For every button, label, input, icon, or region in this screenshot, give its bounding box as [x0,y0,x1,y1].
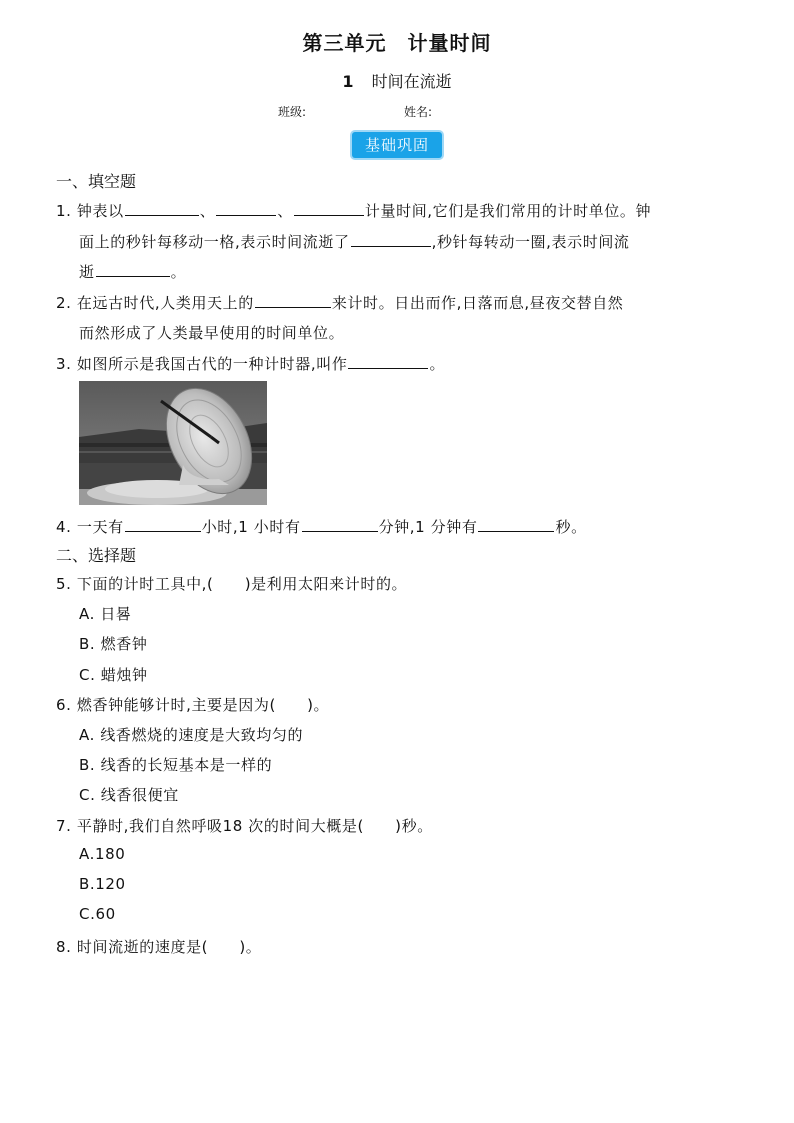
question-6-stem: 6. 燃香钟能够计时,主要是因为( )。 [56,696,330,714]
section-choice-heading: 二、选择题 [56,546,137,565]
lesson-title-row [0,69,794,92]
lesson-number: 1 [342,72,354,91]
answer-blank[interactable] [96,261,170,277]
answer-blank[interactable] [478,516,554,532]
lesson-title: 时间在流逝 [371,72,452,91]
answer-blank[interactable] [216,200,276,216]
question-1-line-1: 1. 钟表以 、 、 计量时间,它们是我们常用的计时单位。钟 [56,202,652,220]
question-8-stem: 8. 时间流逝的速度是( )。 [56,938,262,956]
question-6-option-c[interactable]: C. 线香很便宜 [79,786,179,804]
question-7-option-a[interactable]: A.180 [79,845,126,863]
answer-blank[interactable] [255,292,331,308]
question-3-line-1: 3. 如图所示是我国古代的一种计时器,叫作 。 [56,355,446,373]
question-4-line: 4. 一天有 小时,1 小时有 分钟,1 分钟有 秒。 [56,518,587,536]
question-2-line-1: 2. 在远古时代,人类用天上的 来计时。日出而作,日落而息,昼夜交替自然 [56,294,624,312]
question-1-line-3: 逝 。 [79,263,187,281]
question-5-option-a[interactable]: A. 日晷 [79,605,132,623]
question-1-line-2: 面上的秒针每移动一格,表示时间流逝了 ,秒针每转动一圈,表示时间流 [79,233,630,251]
question-6-option-a[interactable]: A. 线香燃烧的速度是大致均匀的 [79,726,304,744]
question-5-option-c[interactable]: C. 蜡烛钟 [79,666,148,684]
question-7-option-b[interactable]: B.120 [79,875,126,893]
question-6-option-b[interactable]: B. 线香的长短基本是一样的 [79,756,273,774]
answer-blank[interactable] [125,200,199,216]
name-label: 姓名: [404,105,433,119]
answer-blank[interactable] [302,516,378,532]
class-label: 班级: [278,105,307,119]
unit-title: 第三单元 计量时间 [302,31,492,55]
answer-blank[interactable] [348,353,428,369]
answer-blank[interactable] [351,231,431,247]
section-fill-heading: 一、填空题 [56,172,137,191]
answer-blank[interactable] [294,200,364,216]
question-2-line-2: 而然形成了人类最早使用的时间单位。 [79,324,345,342]
sundial-photo [79,381,267,505]
section-badge: 基础巩固 [352,132,442,158]
question-7-stem: 7. 平静时,我们自然呼吸18 次的时间大概是( )秒。 [56,817,433,835]
question-5-option-b[interactable]: B. 燃香钟 [79,635,148,653]
answer-blank[interactable] [125,516,201,532]
question-5-stem: 5. 下面的计时工具中,( )是利用太阳来计时的。 [56,575,408,593]
question-7-option-c[interactable]: C.60 [79,905,116,923]
